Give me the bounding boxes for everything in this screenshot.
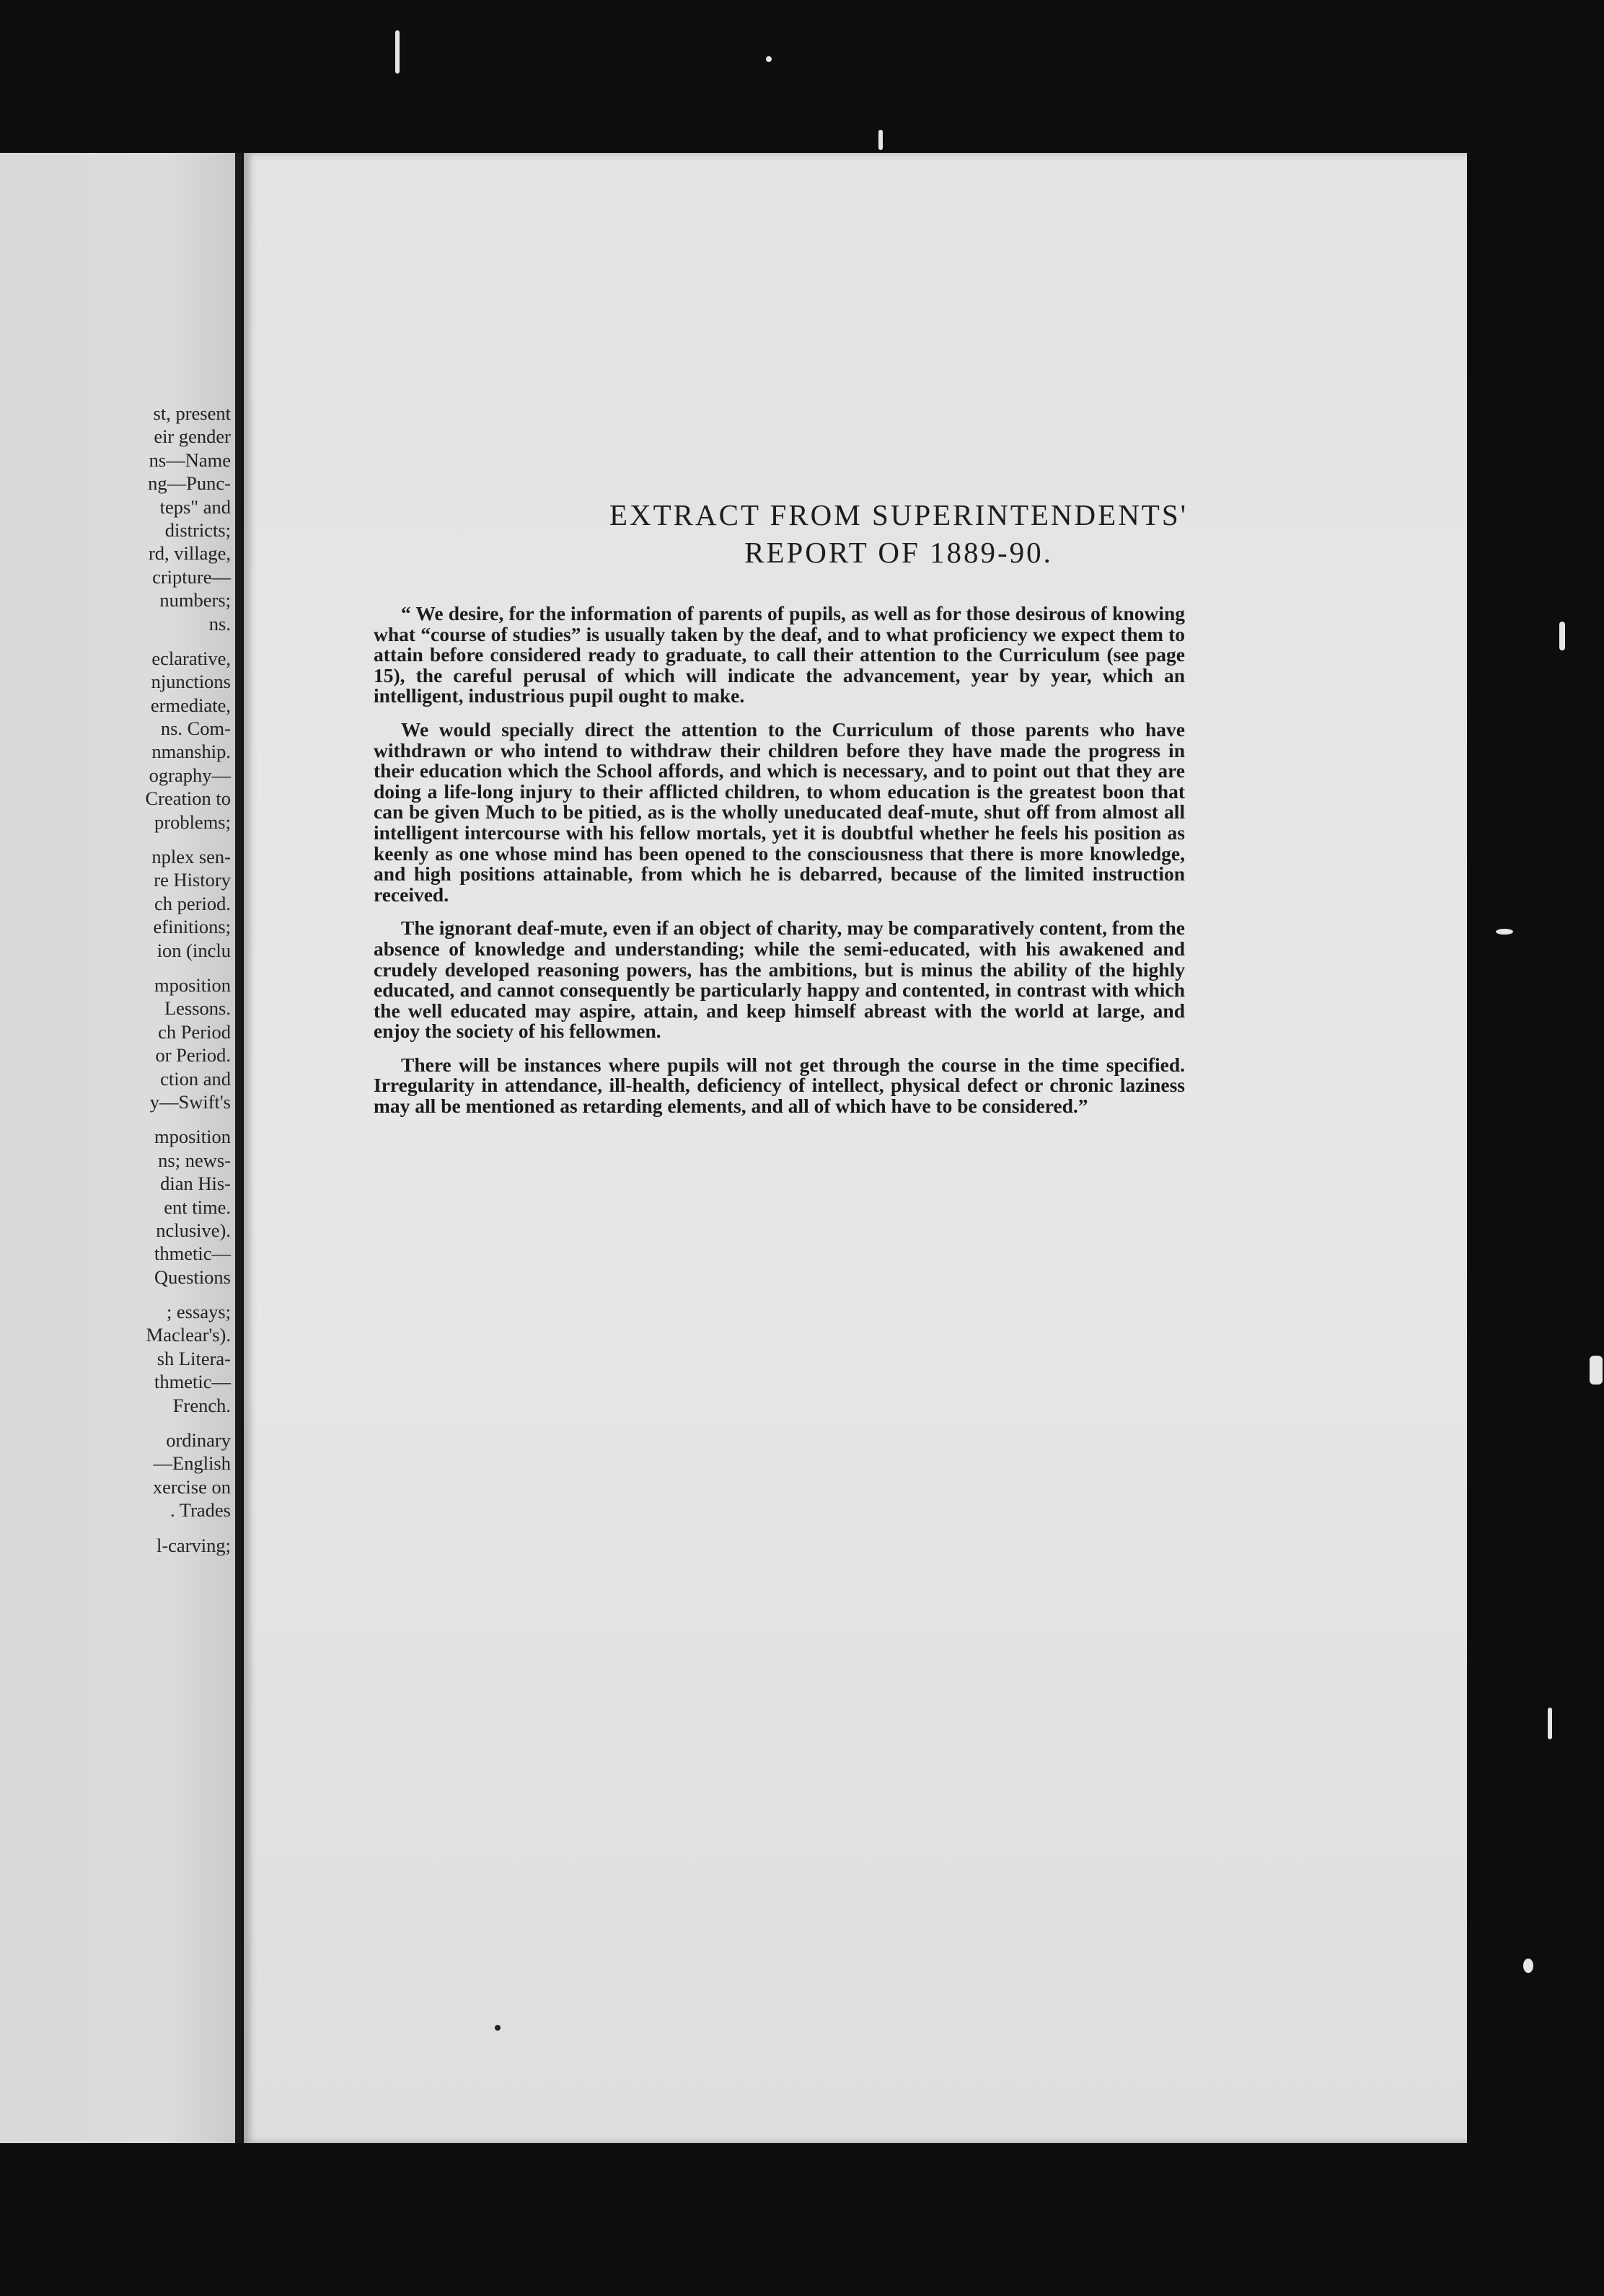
- left-page-text: [14, 402, 231, 1557]
- scan-speck: [766, 56, 772, 62]
- scan-speck: [395, 30, 400, 74]
- left-page-fragment: [0, 153, 238, 2143]
- scan-speck: [1590, 1356, 1603, 1385]
- left-page-line: re History: [154, 869, 231, 891]
- left-page-line: ns—Name: [149, 449, 231, 471]
- left-page-line: —English: [153, 1452, 231, 1475]
- left-page-line: thmetic—: [154, 1371, 231, 1393]
- left-page-line: ermediate,: [150, 694, 231, 716]
- line-gap: [14, 962, 231, 973]
- left-page-line: Questions: [154, 1266, 231, 1288]
- left-page-line: teps" and: [159, 495, 231, 518]
- left-page-line: . Trades: [170, 1499, 231, 1522]
- book-spine: [235, 153, 242, 2143]
- line-gap: [14, 1522, 231, 1534]
- left-page-line: y—Swift's: [149, 1090, 231, 1113]
- right-page: [244, 153, 1467, 2143]
- left-page-line: nclusive).: [156, 1219, 231, 1241]
- scan-speck: [1548, 1708, 1552, 1739]
- left-page-line: nplex sen-: [151, 846, 231, 868]
- left-page-line: thmetic—: [154, 1242, 231, 1265]
- scan-speck: [1523, 1959, 1533, 1973]
- left-page-line: numbers;: [159, 589, 231, 611]
- page-title: EXTRACT FROM SUPERINTENDENTS': [609, 498, 1189, 531]
- left-page-line: eir gender: [154, 425, 231, 448]
- line-gap: [14, 1417, 231, 1429]
- left-page-line: nmanship.: [151, 741, 231, 763]
- left-page-line: njunctions: [151, 671, 231, 693]
- left-page-line: cripture—: [152, 565, 231, 588]
- left-page-line: xercise on: [152, 1475, 231, 1498]
- left-page-line: or Period.: [155, 1044, 231, 1067]
- left-page-line: st, present: [153, 402, 231, 424]
- line-gap: [14, 635, 231, 647]
- left-page-line: French.: [172, 1394, 231, 1416]
- left-page-line: mposition: [154, 973, 231, 996]
- left-page-line: ch period.: [154, 892, 231, 914]
- left-page-line: Lessons.: [164, 997, 231, 1020]
- line-gap: [14, 834, 231, 845]
- scan-speck: [1496, 929, 1513, 935]
- scan-speck: [495, 2025, 501, 2031]
- left-page-line: ction and: [160, 1067, 231, 1090]
- left-page-line: ion (inclu: [157, 939, 231, 961]
- left-page-line: problems;: [154, 811, 231, 833]
- left-page-line: efinitions;: [153, 916, 231, 938]
- scan-speck: [1559, 622, 1565, 650]
- left-page-line: districts;: [164, 518, 231, 541]
- left-page-line: rd, village,: [148, 542, 231, 565]
- report-extract: [374, 604, 1185, 1130]
- left-page-line: eclarative,: [151, 647, 231, 669]
- left-page-line: dian His-: [160, 1173, 231, 1195]
- left-page-line: ography—: [149, 764, 231, 786]
- paragraph-3: The ignorant deaf-mute, even if an object of charity, may be comparatively content, from the absence of knowledge and understanding; while the semi-educated, with his awakened and crudely developed reasoning powers, has the ambitions, but is minus the ability of the highly educated, and cannot consequently be particularly happy and contented, in contrast with which the well educated may aspire, attain, and keep himself abreast with the world at large, and enjoy the society of his fellowmen.: [374, 917, 1185, 1043]
- line-gap: [14, 1113, 231, 1125]
- left-page-line: ent time.: [164, 1196, 231, 1218]
- left-page-line: mposition: [154, 1126, 231, 1148]
- left-page-line: ng—Punc-: [148, 472, 231, 495]
- paragraph-1: “ We desire, for the information of parents of pupils, as well as for those desirous of knowing what “course of studies” is usually taken by the deaf, and to what proficiency we expect them to attain before considered ready to graduate, to call their attention to the Curriculum (see page 15), the careful perusal of which will indicate the advancement, year by year, which an intelligent, industrious pupil ought to make.: [374, 602, 1185, 707]
- line-gap: [14, 1289, 231, 1300]
- paragraph-4: There will be instances where pupils will not get through the course in the time specified. Irregularity in attendance, ill-health, deficiency of intellect, physical defect or chronic laziness may all be mentioned as retarding elements, and all of which have to be considered.”: [374, 1053, 1185, 1118]
- left-page-line: ns. Com-: [160, 718, 231, 740]
- page-subtitle: REPORT OF 1889-90.: [744, 536, 1053, 569]
- left-page-line: ns; news-: [158, 1149, 231, 1171]
- left-page-line: ordinary: [166, 1429, 231, 1452]
- left-page-line: ns.: [208, 612, 231, 635]
- left-page-line: Maclear's).: [146, 1324, 231, 1346]
- scan-speck: [878, 130, 883, 150]
- left-page-line: ch Period: [158, 1020, 231, 1043]
- left-page-line: ; essays;: [166, 1301, 231, 1323]
- left-page-line: Creation to: [145, 787, 231, 810]
- left-page-line: sh Litera-: [157, 1347, 231, 1369]
- left-page-line: l-carving;: [156, 1534, 231, 1556]
- paragraph-2: We would specially direct the attention to the Curriculum of those parents who have withdrawn or who intend to withdraw their children before they have made the progress in their education which the School affords, and which is necessary, and to point out that they are doing a life-long injury to their afflicted children, to whom education is the greatest boon that can be given Much to be pitied, as is the wholly uneducated deaf-mute, shut off from almost all intelligent intercourse with his fellow mortals, yet it is doubtful whether he feels his position as keenly as one whose mind has been opened to the consciousness that there is more knowledge, and high positions attainable, from which he is debarred, because of the limited instruction received.: [374, 718, 1185, 906]
